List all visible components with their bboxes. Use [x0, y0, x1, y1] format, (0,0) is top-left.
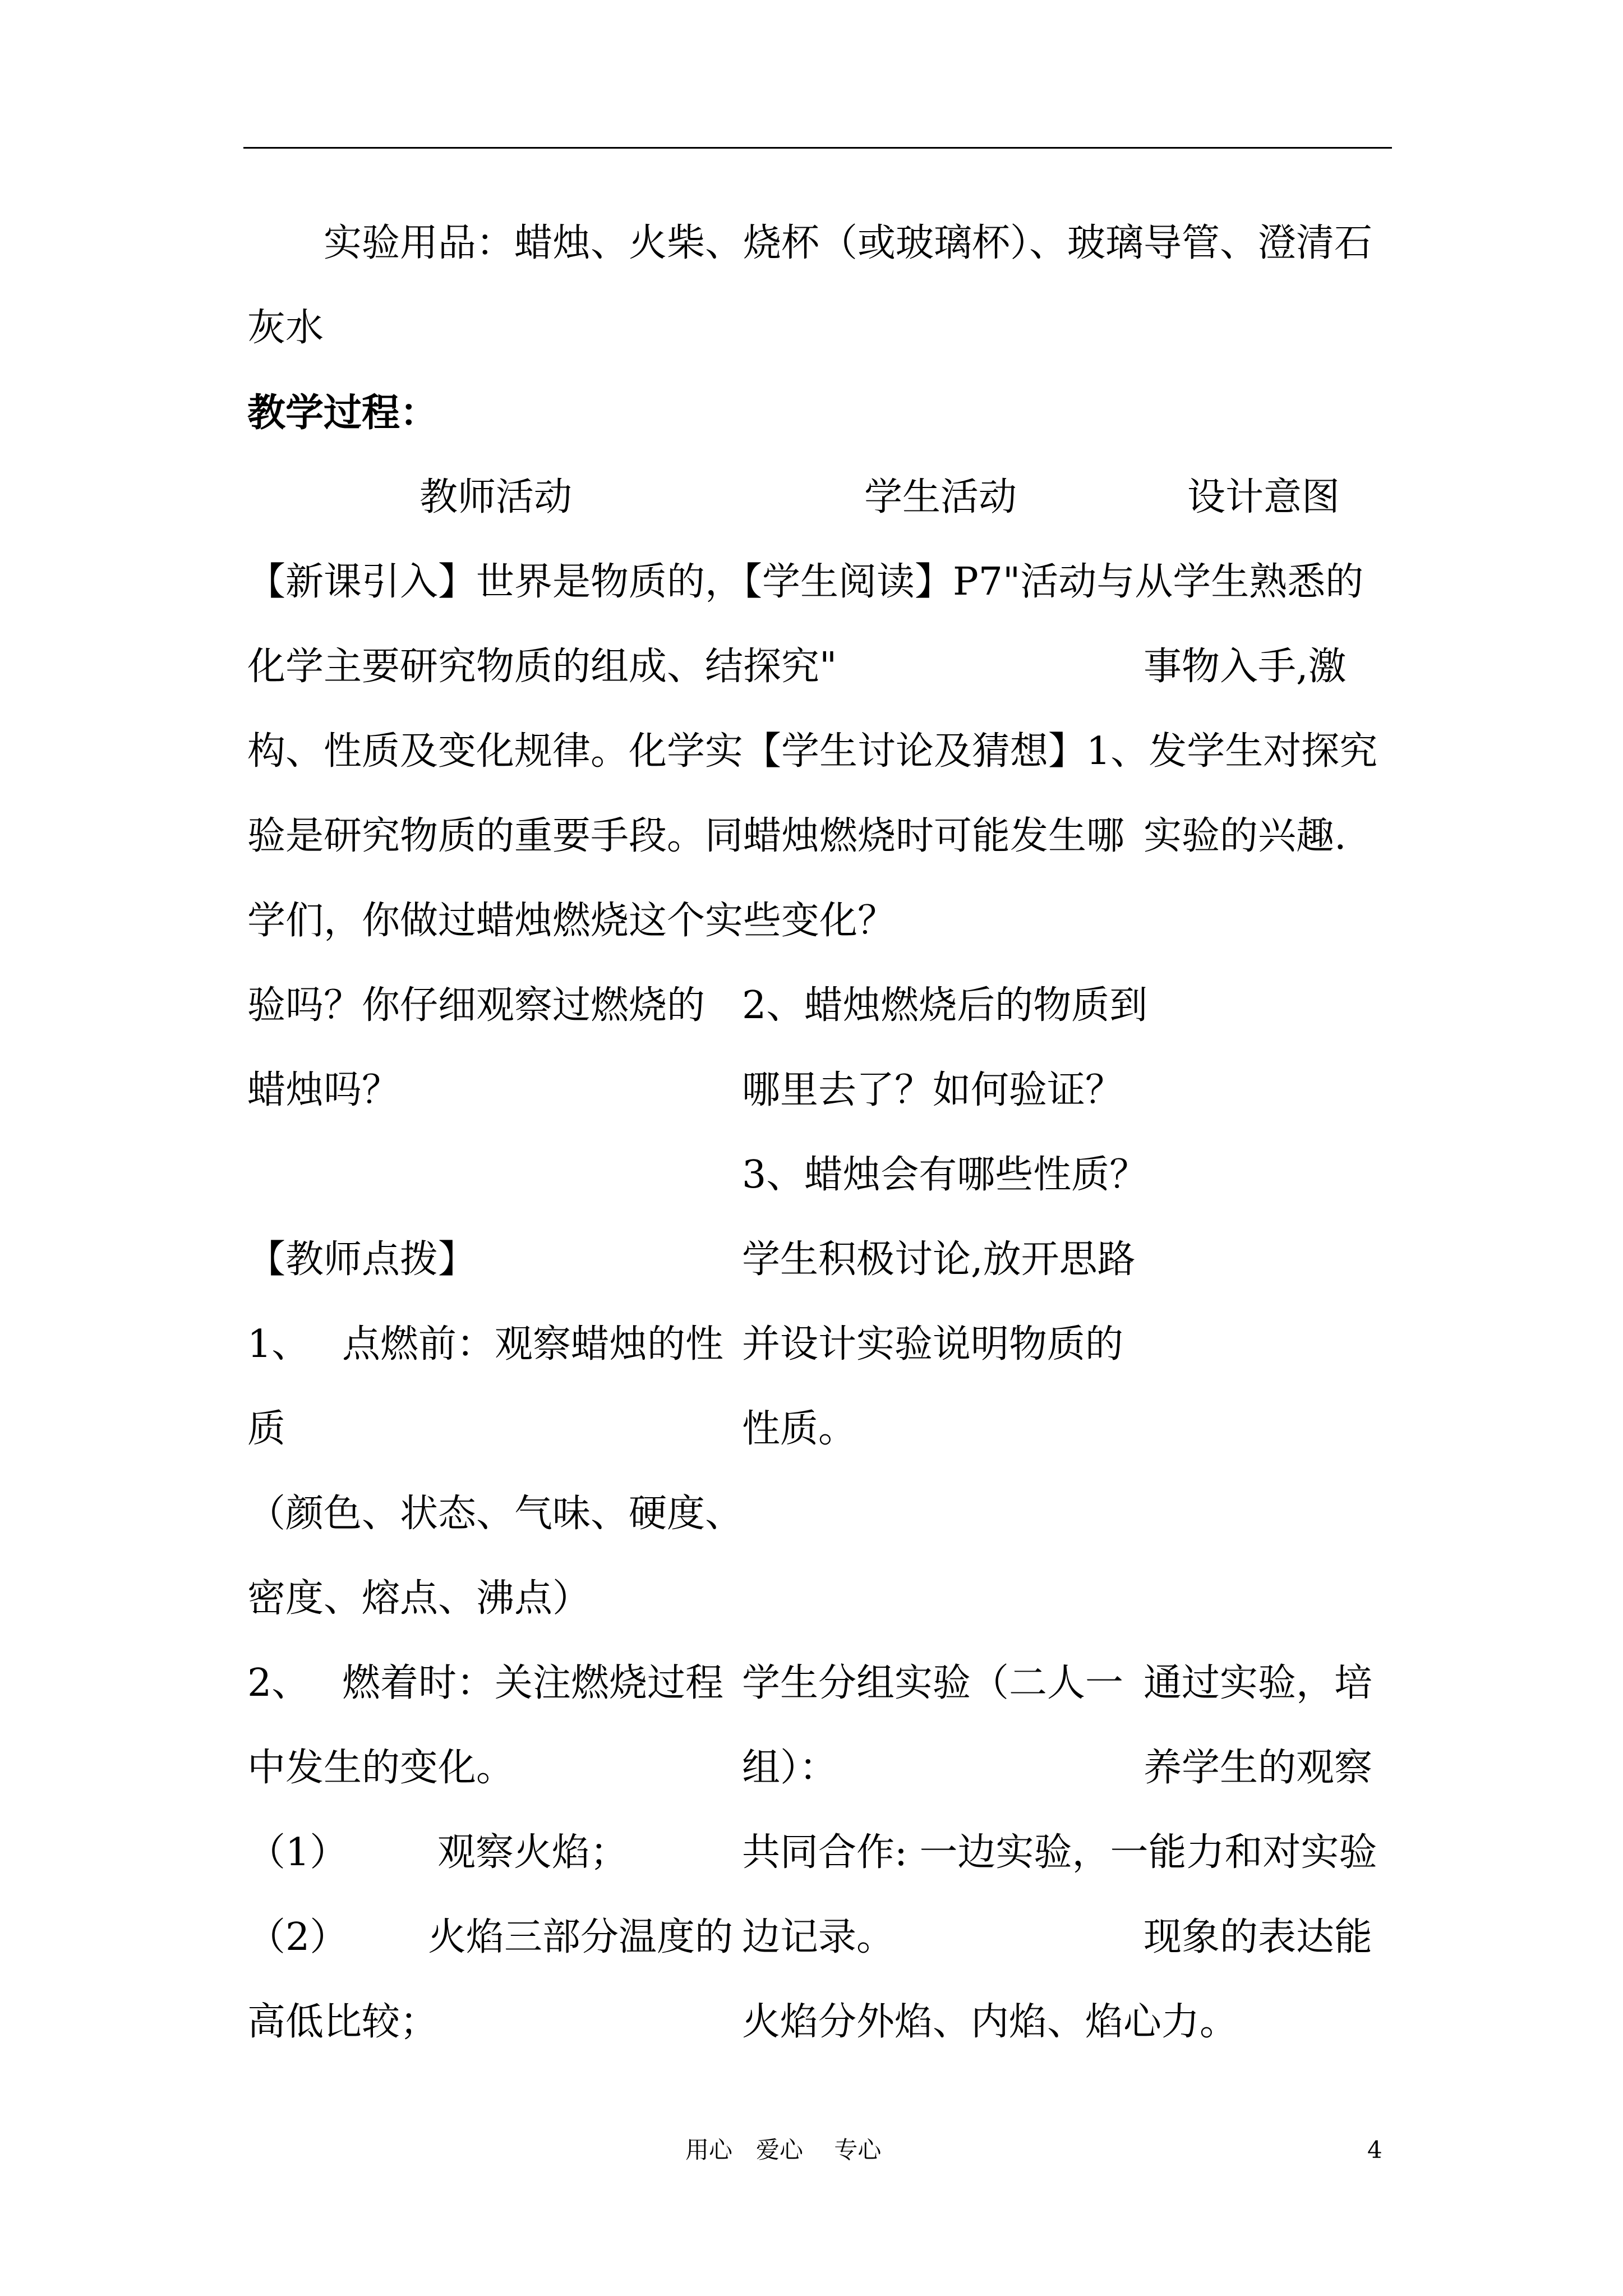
body-row-9-student: 学生积极讨论,放开思路: [742, 1237, 1136, 1282]
list-number-2: 2、: [247, 1661, 310, 1705]
body-row-6-student: 2、蜡烛燃烧后的物质到: [742, 983, 1148, 1028]
body-row-13-teacher: 密度、熔点、沸点）: [247, 1576, 591, 1621]
materials-line-1: 实验用品：蜡烛、火柴、烧杯（或玻璃杯）、玻璃导管、澄清石: [324, 221, 1373, 265]
body-row-17-teacher: 火焰三部分温度的: [428, 1915, 734, 1959]
body-row-18-student: 火焰分外焰、内焰、焰心力。: [742, 2000, 1238, 2044]
body-row-14-intent: 通过实验，培: [1144, 1661, 1373, 1705]
body-row-18-teacher: 高低比较；: [247, 2000, 439, 2044]
header-rule: [243, 147, 1392, 149]
body-row-16-student-intent: 共同合作: 一边实验，一能力和对实验: [742, 1830, 1377, 1875]
sub-number-1: （1）: [247, 1830, 348, 1875]
body-row-8-student: 3、蜡烛会有哪些性质？: [742, 1153, 1148, 1197]
page-number: 4: [1367, 2136, 1382, 2164]
body-row-7-teacher: 蜡烛吗？: [247, 1068, 400, 1112]
sub-number-2: （2）: [247, 1915, 348, 1959]
list-number-1: 1、: [247, 1322, 310, 1366]
body-row-16-teacher: 观察火焰；: [437, 1830, 629, 1875]
body-row-3: 构、性质及变化规律。化学实【学生讨论及猜想】1、发学生对探究: [247, 729, 1378, 774]
body-row-6-teacher: 验吗？你仔细观察过燃烧的: [247, 983, 706, 1028]
body-row-1: 【新课引入】世界是物质的，【学生阅读】P7"活动与从学生熟悉的: [247, 560, 1364, 604]
body-row-11-teacher: 质: [247, 1407, 286, 1451]
materials-line-2: 灰水: [247, 306, 324, 350]
body-row-10-student: 并设计实验说明物质的: [742, 1322, 1124, 1366]
section-heading: 教学过程：: [247, 390, 439, 435]
body-row-2-right: 事物入手,激: [1144, 645, 1347, 689]
body-row-15-student: 组）：: [742, 1746, 838, 1790]
body-row-10-teacher: 点燃前：观察蜡烛的性: [342, 1322, 724, 1366]
column-header-student: 学生活动: [864, 475, 1017, 519]
body-row-15-teacher: 中发生的变化。: [247, 1746, 515, 1790]
body-row-12-teacher: （颜色、状态、气味、硬度、: [247, 1492, 744, 1536]
body-row-7-student: 哪里去了？如何验证？: [742, 1068, 1124, 1112]
body-row-11-student: 性质。: [742, 1407, 857, 1451]
column-header-intent: 设计意图: [1187, 475, 1340, 519]
body-row-5: 学们，你做过蜡烛燃烧这个实些变化？: [247, 899, 896, 943]
body-row-4-left: 验是研究物质的重要手段。同蜡烛燃烧时可能发生哪: [247, 814, 1125, 858]
body-row-17-student: 边记录。: [742, 1915, 895, 1959]
body-row-2-left: 化学主要研究物质的组成、结探究": [247, 645, 837, 689]
body-row-9-teacher: 【教师点拨】: [247, 1237, 477, 1282]
body-row-14-student: 学生分组实验（二人一: [742, 1661, 1124, 1705]
footer-motto: 用心 爱心 专心: [685, 2136, 882, 2164]
column-header-teacher: 教师活动: [419, 475, 573, 519]
body-row-4-right: 实验的兴趣.: [1144, 814, 1347, 858]
body-row-14-teacher: 燃着时：关注燃烧过程: [342, 1661, 724, 1705]
body-row-15-intent: 养学生的观察: [1144, 1746, 1373, 1790]
body-row-17-intent: 现象的表达能: [1144, 1915, 1373, 1959]
